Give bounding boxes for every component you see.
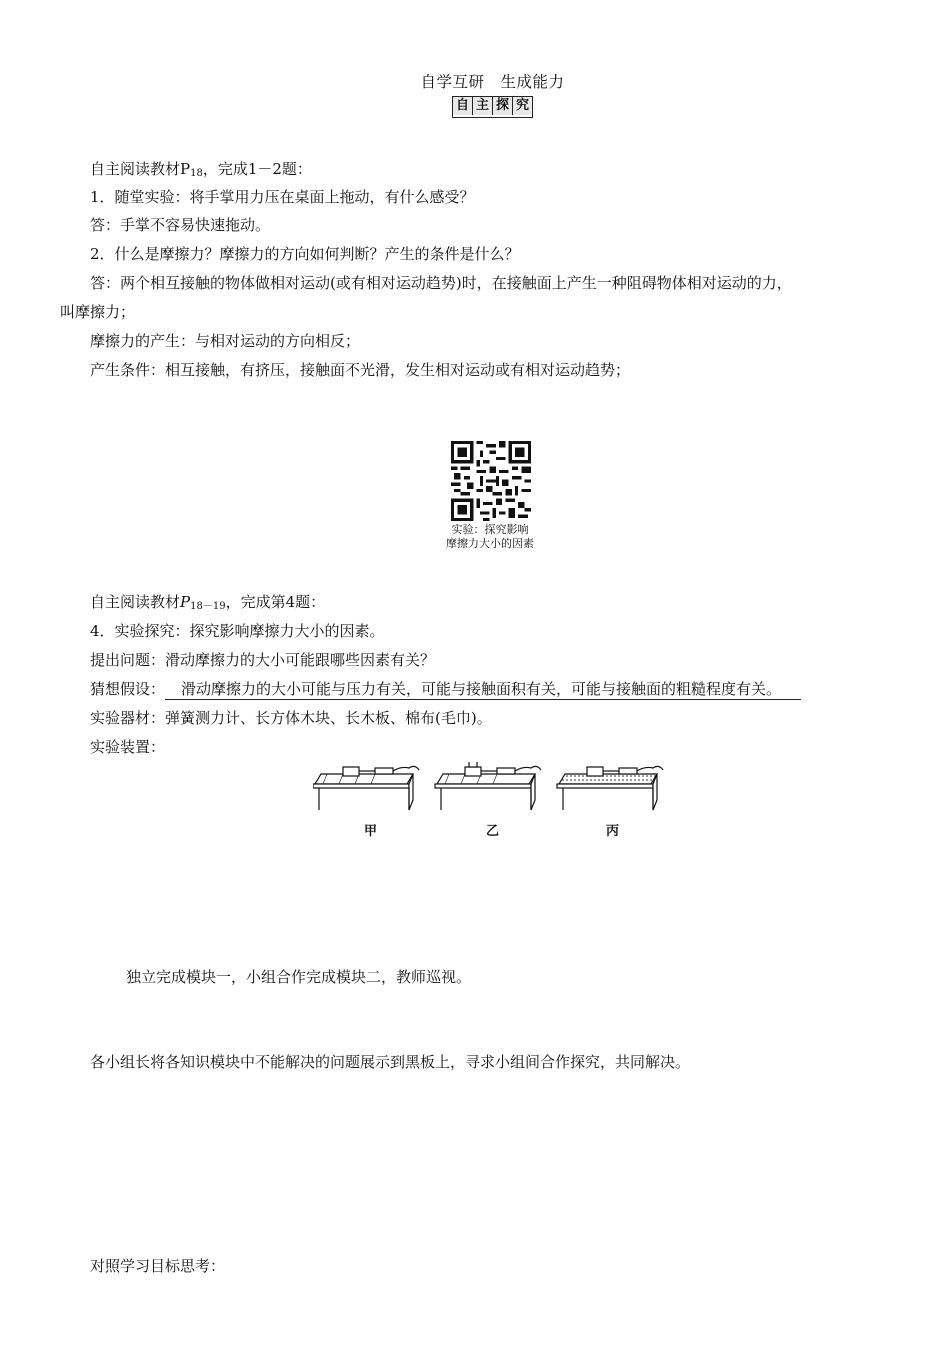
hypothesis-answer: 滑动摩擦力的大小可能与压力有关，可能与接触面积有关，可能与接触面的粗糙程度有关。 <box>165 679 801 700</box>
qr-caption-line1: 实验：探究影响 <box>451 523 529 536</box>
materials: 实验器材：弹簧测力计、长方体木块、长木板、棉布(毛巾)。 <box>90 709 492 727</box>
answer-2-line2: 叫摩擦力； <box>60 303 136 321</box>
raise-question: 提出问题：滑动摩擦力的大小可能跟哪些因素有关？ <box>90 651 436 669</box>
figure-label-yi: 乙 <box>486 824 500 839</box>
qr-caption-line2: 摩擦力大小的因素 <box>446 537 534 550</box>
reading-intro-2: 自主阅读教材$P_{18-19}$，完成第4题： <box>90 593 326 612</box>
badge-char: 自 <box>453 97 473 115</box>
experiment-figure <box>313 762 673 842</box>
friction-direction: 摩擦力的产生：与相对运动的方向相反； <box>90 332 361 350</box>
question-2: 2．什么是摩擦力？摩擦力的方向如何判断？产生的条件是什么？ <box>90 245 520 263</box>
setup-bing-illustration <box>557 766 663 810</box>
figure-label-bing: 丙 <box>606 824 620 839</box>
friction-conditions: 产生条件：相互接触，有挤压，接触面不光滑，发生相对运动或有相对运动趋势； <box>90 361 631 379</box>
badge-char: 主 <box>473 97 493 115</box>
section-badge <box>452 96 533 118</box>
setup-jia-illustration <box>313 766 419 810</box>
answer-1: 答：手掌不容易快速拖动。 <box>90 216 271 234</box>
hypothesis: 猜想假设： 滑动摩擦力的大小可能与压力有关，可能与接触面积有关，可能与接触面的粗糙程度有关。 <box>90 679 801 700</box>
setup-label: 实验装置： <box>90 738 166 756</box>
answer-2-line1: 答：两个相互接触的物体做相对运动(或有相对运动趋势)时，在接触面上产生一种阻碍物体相对运动的力， <box>90 274 792 292</box>
figure-label-jia: 甲 <box>364 824 378 839</box>
qr-code-icon[interactable] <box>451 441 531 521</box>
display-instruction: 各小组长将各知识模块中不能解决的问题展示到黑板上，寻求小组间合作探究，共同解决。 <box>90 1053 691 1071</box>
cooperate-instruction: 独立完成模块一，小组合作完成模块二，教师巡视。 <box>126 968 472 986</box>
qr-caption <box>420 523 560 551</box>
question-1: 1．随堂实验：将手掌用力压在桌面上拖动，有什么感受？ <box>90 188 475 206</box>
reflect-prompt: 对照学习目标思考： <box>90 1257 226 1275</box>
question-4: 4．实验探究：探究影响摩擦力大小的因素。 <box>90 622 385 640</box>
badge-char: 究 <box>513 97 532 115</box>
badge-char: 探 <box>493 97 513 115</box>
setup-yi-illustration <box>435 762 541 810</box>
page-title: 自学互研 生成能力 <box>420 73 565 91</box>
reading-intro-1: 自主阅读教材$P_{18}$，完成1－2题： <box>90 160 312 179</box>
